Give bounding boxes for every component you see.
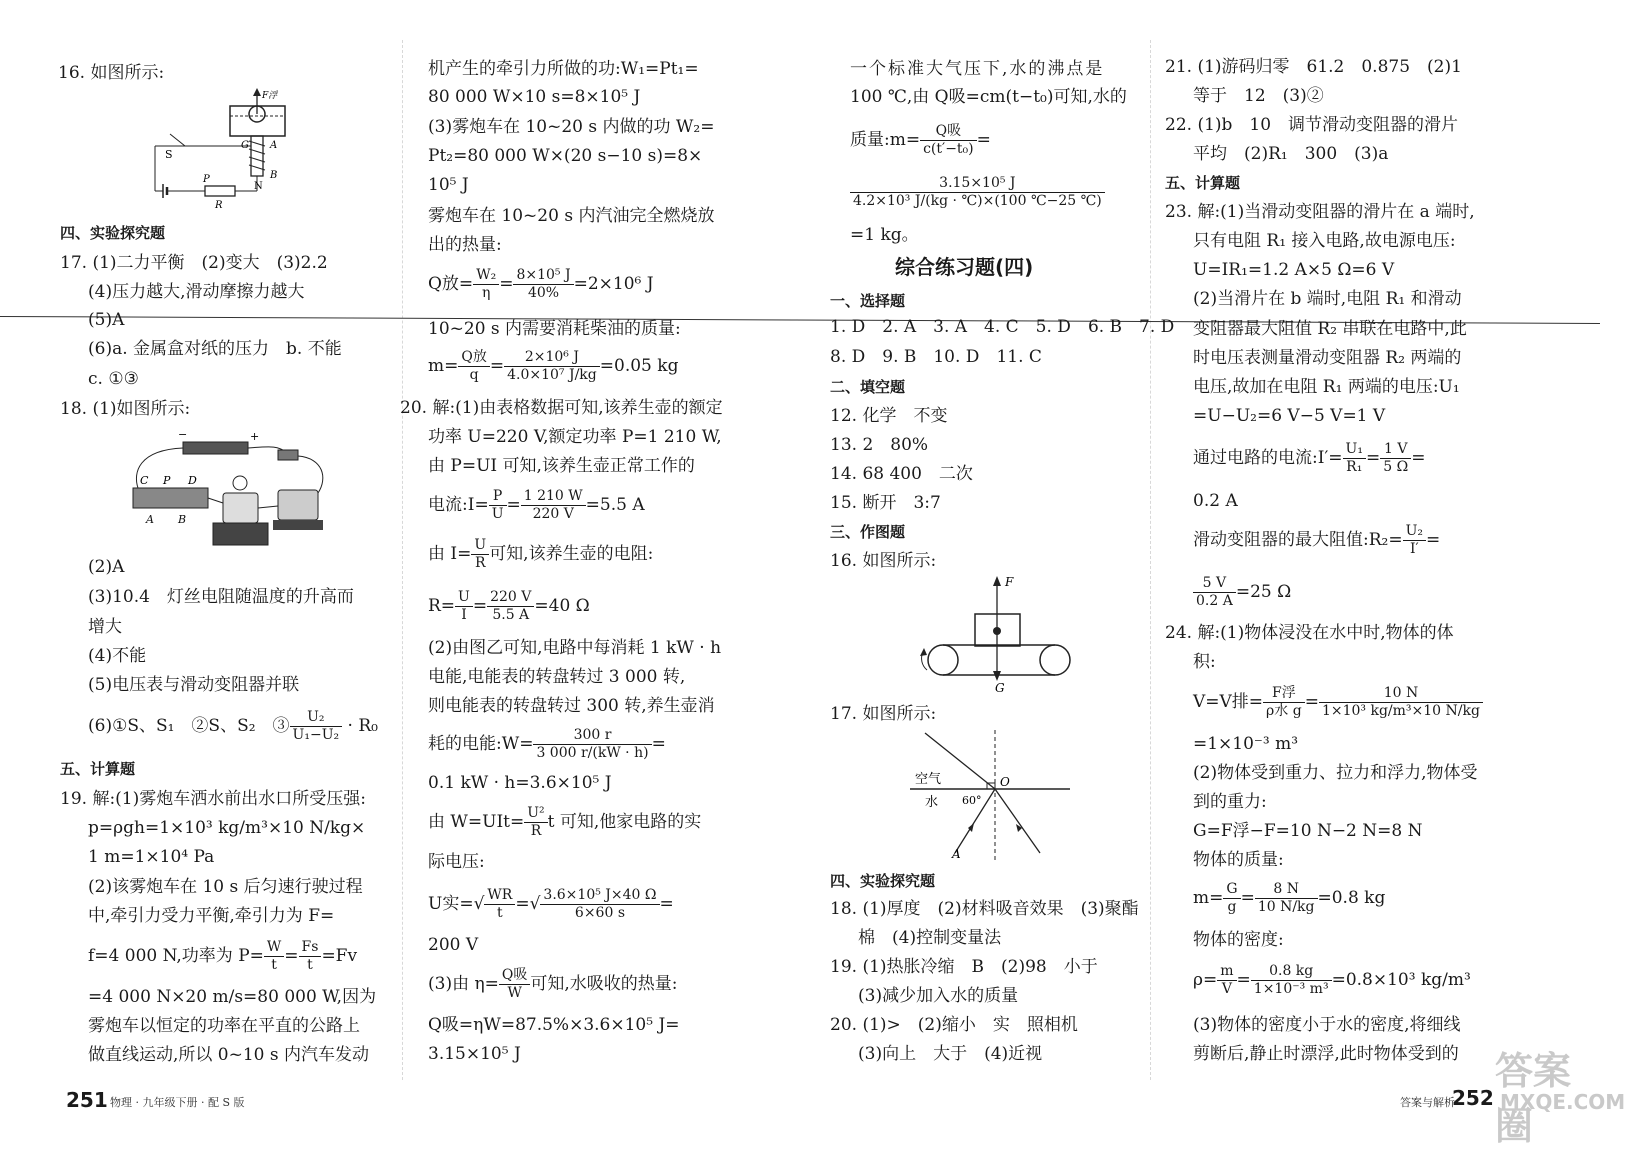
answer-line: 1 m=1×10⁴ Pa [88,847,215,867]
answer-line: (3)减少加入水的质量 [858,986,1019,1006]
answer-line: 一个标准大气压下,水的沸点是 [850,59,1105,79]
label-a: A [146,513,154,526]
answer-line: 剪断后,静止时漂浮,此时物体受到的 [1193,1044,1459,1064]
answer-line: 平均 (2)R₁ 300 (3)a [1193,144,1389,164]
label-d: D [188,474,197,487]
answer-line: (3)雾炮车在 10~20 s 内做的功 W₂= [428,117,715,137]
point-a-label: A [952,847,961,861]
formula-line: 耗的电能:W= $\frac{300 r}{3 000 r/(kW \cdot h)}$ = [428,727,666,761]
answer-line: 14. 68 400 二次 [830,464,973,484]
formula-line: ρ= $\frac{m}{V}$ = $\frac{0.8 kg}{\text{1×10⁻³ m³}}$ =0.8×10³ kg/m³ [1193,963,1471,997]
answer-line: (5)电压表与滑动变阻器并联 [88,675,300,695]
answer-line: =1 kg。 [850,225,919,245]
formula-line: U实=√ $\frac{WR}{t}$ =√ $\frac{\text{3.6×10⁵ J×40 Ω}}{6\times 60 s}$ = [428,887,674,921]
answer-line: 积: [1193,652,1216,672]
question-16: 16. 如图所示: [58,63,165,83]
formula-line: 质量:m= $\frac{\text{Q吸}}{\text{c(t′−t₀)}}$ = [850,123,991,157]
answer-line: (2)当滑片在 b 端时,电阻 R₁ 和滑动 [1193,289,1462,309]
formula-line: (6)①S、S₁ ②S、S₂ ③ $\frac{\text{U₂}}{\text{U₁−U₂}}$ · R₀ [88,709,378,743]
electromagnet-circuit-figure [135,86,295,211]
answer-line: 际电压: [428,852,485,872]
answer-line: (6)a. 金属盒对纸的压力 b. 不能 [88,339,342,359]
answer-line: 0.2 A [1193,491,1238,511]
answer-line: 8. D 9. B 10. D 11. C [830,347,1042,367]
resistor-r-label: R [215,200,223,211]
answer-line: 机产生的牵引力所做的功:W₁=Pt₁= [428,59,699,79]
answer-line: U=IR₁=1.2 A×5 Ω=6 V [1193,260,1395,280]
float-force-label: F浮 [262,91,278,101]
answer-line: (4)不能 [88,646,147,666]
formula-line: 滑动变阻器的最大阻值:R₂= $\frac{\text{U₂}}{I'}$ = [1193,523,1441,557]
answer-line: 到的重力: [1193,792,1267,812]
answer-line: 1. D 2. A 3. A 4. C 5. D 6. B 7. D [830,317,1175,337]
answer-line: 3.15×10⁵ J [428,1044,521,1064]
answer-line: 电压,故加在电阻 R₁ 两端的电压:U₁ [1193,377,1460,397]
answer-line: 增大 [88,617,122,637]
answer-line: 13. 2 80% [830,435,929,455]
section-heading: 五、计算题 [60,760,136,778]
footer-left-text: 物理 · 九年级下册 · 配 S 版 [110,1096,245,1109]
answer-line: 只有电阻 R₁ 接入电路,故电源电压: [1193,231,1456,251]
label-p: P [163,474,171,487]
page-number-left: 251 [66,1088,108,1112]
question-18: 18. (1)如图所示: [60,399,191,419]
watermark-url: MXQE.COM [1500,1090,1625,1114]
formula-line: f=4 000 N,功率为 P= $\frac{W}{t}$ = $\frac{Fs}{t}$ =Fv [88,939,358,973]
page-number-right: 252 [1452,1086,1494,1110]
section-heading: 三、作图题 [830,523,906,541]
force-f-label: F [1005,575,1014,589]
answer-line: 17. 如图所示: [830,704,937,724]
angle-60-label: 60° [962,794,982,807]
formula-line: 通过电路的电流:I′= $\frac{\text{U₁}}{\text{R₁}}$ = $\frac{1 V}{5 \Omega}$ = [1193,441,1426,475]
point-g-label: G [241,140,249,151]
answer-line: (2)由图乙可知,电路中每消耗 1 kW · h [428,638,722,658]
gravity-g-label: G [995,681,1005,695]
answer-line: 棉 (4)控制变量法 [858,928,1002,948]
answer-line: 15. 断开 3:7 [830,493,941,513]
answer-line: 物体的密度: [1193,930,1284,950]
answer-line: 则电能表的转盘转过 300 转,养生壶消 [428,696,715,716]
answer-line: 200 V [428,935,479,955]
answer-line: 19. (1)热胀冷缩 B (2)98 小于 [830,957,1098,977]
answer-line: 100 ℃,由 Q吸=cm(t−t₀)可知,水的 [850,87,1127,107]
answer-line: 12. 化学 不变 [830,406,948,426]
point-a-label: A [270,140,278,151]
answer-line: c. ①③ [88,369,139,389]
answer-line: 中,牵引力受力平衡,牵引力为 F= [88,906,335,926]
section-heading: 四、实验探究题 [60,224,166,242]
answer-line: Q吸=ηW=87.5%×3.6×10⁵ J= [428,1015,680,1035]
formula-line: V=V排= $\frac{\text{F浮}}{\text{ρ水 g}}$ = $\frac{10 N}{\text{1×10³ kg/m³×10 N/kg}}$ [1193,680,1483,724]
water-label: 水 [925,795,939,810]
air-label: 空气 [915,772,942,787]
answer-line: (5)A [88,310,125,330]
section-heading: 二、填空题 [830,378,906,396]
answer-line: 20. (1)> (2)缩小 实 照相机 [830,1015,1078,1035]
watermark-logo: 答案圈 [1495,1049,1572,1148]
answer-line: 雾炮车在 10~20 s 内汽油完全燃烧放 [428,206,715,226]
formula-line: (3)由 η= $\frac{\text{Q吸}}{W}$ 可知,水吸收的热量: [428,967,678,1001]
point-b-label: B [270,170,278,181]
answer-line: 0.1 kW · h=3.6×10⁵ J [428,773,612,793]
answer-line: 19. 解:(1)雾炮车洒水前出水口所受压强: [60,789,366,809]
formula-line: $\frac{5 V}{0.2 A}$ =25 Ω [1193,570,1291,614]
answer-line: 出的热量: [428,235,502,255]
label-c: C [140,474,149,487]
answer-line: (3)10.4 灯丝电阻随温度的升高而 [88,587,354,607]
answer-line: 物体的质量: [1193,850,1284,870]
answer-line: =1×10⁻³ m³ [1193,734,1299,754]
answer-line: (2)该雾炮车在 10 s 后匀速行驶过程 [88,877,363,897]
answer-line: 17. (1)二力平衡 (2)变大 (3)2.2 [60,253,328,273]
column-divider [402,40,403,1080]
answer-line: 电能,电能表的转盘转过 3 000 转, [428,667,686,687]
conveyor-force-figure [915,572,1085,697]
answer-line: (4)压力越大,滑动摩擦力越大 [88,282,305,302]
section-title: 综合练习题(四) [895,255,1034,279]
formula-line: R= $\frac{U}{I}$ = $\frac{220 V}{5.5 A}$ =40 Ω [428,589,590,623]
answer-line: p=ρgh=1×10³ kg/m³×10 N/kg× [88,818,366,838]
column-divider [1150,40,1151,1080]
answer-line: (2)A [88,557,125,577]
refraction-figure [900,728,1080,868]
answer-line: 24. 解:(1)物体浸没在水中时,物体的体 [1165,623,1454,643]
point-o-label: O [1000,775,1010,789]
answer-line: (3)向上 大于 (4)近视 [858,1044,1043,1064]
formula-line: Q放= $\frac{\text{W₂}}{\eta}$ = $\frac{\text{8×10⁵ J}}{40\%}$ =2×10⁶ J [428,267,654,301]
section-heading: 五、计算题 [1165,174,1241,192]
formula-line: 由 W=UIt= $\frac{\text{U²}}{R}$ t 可知,他家电路的实 [428,805,702,839]
section-heading: 四、实验探究题 [830,872,936,890]
answer-line: 10⁵ J [428,175,469,195]
answer-line: 功率 U=220 V,额定功率 P=1 210 W, [428,427,722,447]
answer-line: =U−U₂=6 V−5 V=1 V [1193,406,1386,426]
answer-line: 22. (1)b 10 调节滑动变阻器的滑片 [1165,115,1459,135]
positive-label: + [250,430,260,443]
answer-line: 变阻器最大阻值 R₂ 串联在电路中,此 [1193,319,1467,339]
circuit-experiment-figure [128,428,333,553]
section-heading: 一、选择题 [830,292,906,310]
answer-line: =4 000 N×20 m/s=80 000 W,因为 [88,987,377,1007]
answer-line: 20. 解:(1)由表格数据可知,该养生壶的额定 [400,398,723,418]
answer-line: 雾炮车以恒定的功率在平直的公路上 [88,1016,360,1036]
answer-line: 21. (1)游码归零 61.2 0.875 (2)1 [1165,57,1462,77]
answer-line: 时电压表测量滑动变阻器 R₂ 两端的 [1193,348,1462,368]
footer-right-text: 答案与解析 [1400,1096,1455,1109]
answer-line: G=F浮−F=10 N−2 N=8 N [1193,821,1423,841]
formula-line: $\frac{\text{3.15×10⁵ J}}{\text{4.2×10³ J/(kg · ℃)×(100 ℃−25 ℃)}}$ [850,170,1105,214]
switch-label: S [165,148,173,161]
answer-line: 由 P=UI 可知,该养生壶正常工作的 [428,456,695,476]
negative-label: − [178,428,188,441]
pole-n-label: N [254,181,263,192]
answer-line: (2)物体受到重力、拉力和浮力,物体受 [1193,763,1478,783]
answer-line: 80 000 W×10 s=8×10⁵ J [428,87,641,107]
formula-line: 由 I= $\frac{U}{R}$ 可知,该养生壶的电阻: [428,537,654,571]
formula-line: m= $\frac{\text{Q放}}{q}$ = $\frac{\text{2×10⁶ J}}{\text{4.0×10⁷ J/kg}}$ =0.05 kg [428,349,679,383]
answer-line: Pt₂=80 000 W×(20 s−10 s)=8× [428,146,703,166]
answer-line: 做直线运动,所以 0~10 s 内汽车发动 [88,1045,370,1065]
answer-line: (3)物体的密度小于水的密度,将细线 [1193,1015,1461,1035]
answer-line: 23. 解:(1)当滑动变阻器的滑片在 a 端时, [1165,202,1475,222]
answer-line: 16. 如图所示: [830,551,937,571]
formula-line: 电流:I= $\frac{P}{U}$ = $\frac{1 210 W}{220 V}$ =5.5 A [428,488,645,522]
formula-line: m= $\frac{G}{g}$ = $\frac{8 N}{10 N/kg}$ =0.8 kg [1193,881,1386,915]
answer-line: 等于 12 (3)② [1193,86,1324,106]
label-b: B [178,513,187,526]
answer-line: 18. (1)厚度 (2)材料吸音效果 (3)聚酯 [830,899,1139,919]
answer-line: 10~20 s 内需要消耗柴油的质量: [428,319,681,339]
slider-p-label: P [203,174,210,185]
